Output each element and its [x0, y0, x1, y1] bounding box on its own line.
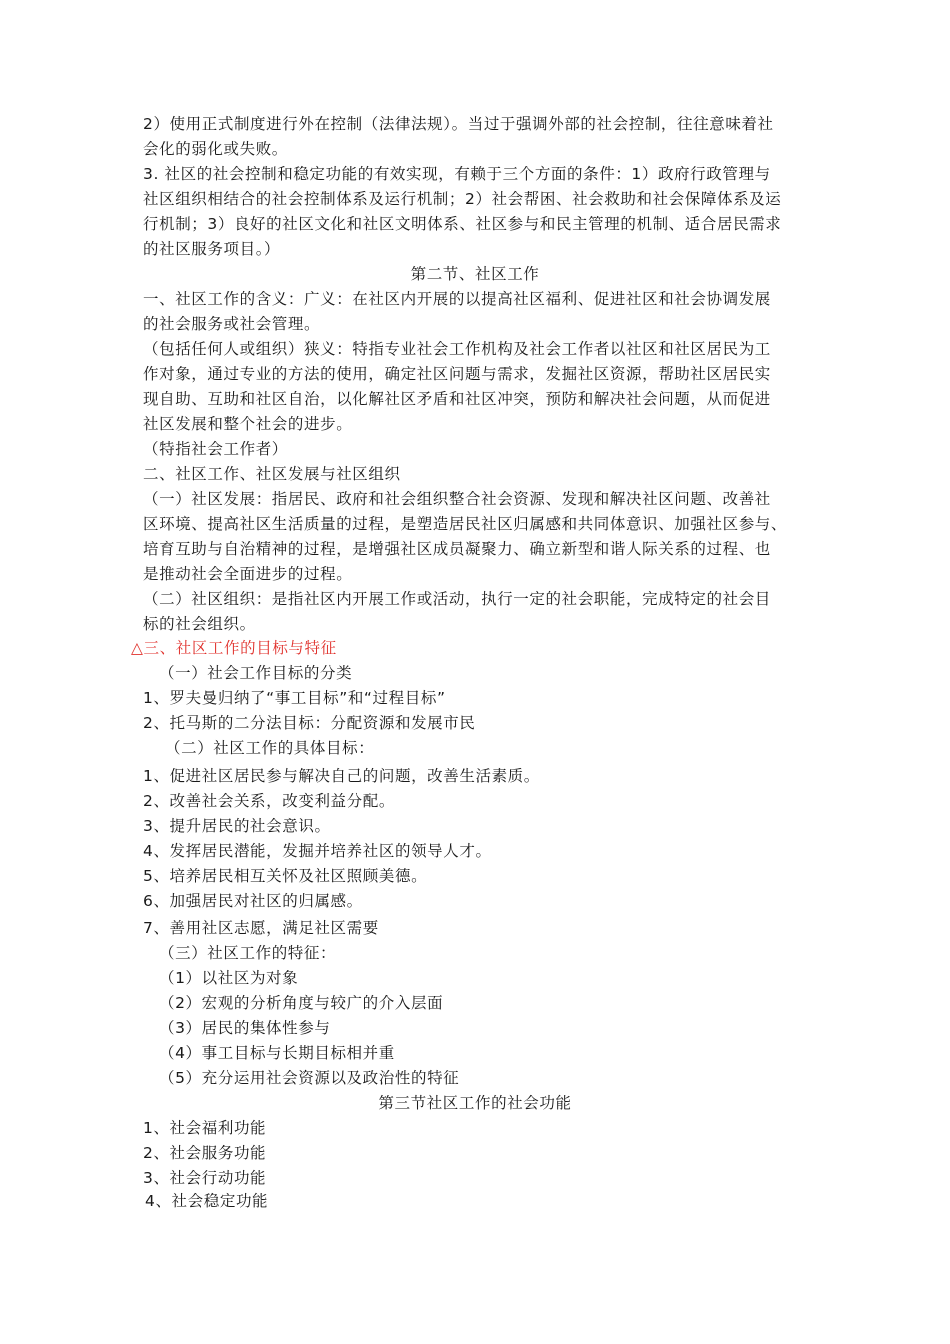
list-item: 7、善用社区志愿，满足社区需要 [143, 919, 379, 937]
paragraph-line: 标的社会组织。 [143, 615, 256, 633]
list-item: （5）充分运用社会资源以及政治性的特征 [159, 1069, 460, 1087]
paragraph-line: 作对象，通过专业的方法的使用，确定社区问题与需求，发掘社区资源，帮助社区居民实 [143, 365, 771, 383]
paragraph-line: 2）使用正式制度进行外在控制（法律法规）。当过于强调外部的社会控制，往往意味着社 [143, 115, 774, 133]
paragraph-line: 社区发展和整个社会的进步。 [143, 415, 353, 433]
paragraph-line: 区环境、提高社区生活质量的过程，是塑造居民社区归属感和共同体意识、加强社区参与、 [143, 515, 788, 533]
list-item: （3）居民的集体性参与 [159, 1019, 331, 1037]
list-item: （1）以社区为对象 [159, 969, 299, 987]
subheading: 二、社区工作、社区发展与社区组织 [143, 465, 401, 483]
paragraph-line: （特指社会工作者） [143, 440, 288, 458]
list-item: 2、改善社会关系，改变利益分配。 [143, 792, 395, 810]
paragraph-line: 现自助、互助和社区自治，以化解社区矛盾和社区冲突，预防和解决社会问题，从而促进 [143, 390, 771, 408]
subheading: （三）社区工作的特征： [159, 944, 337, 962]
section-heading: 第三节社区工作的社会功能 [378, 1094, 572, 1112]
list-item: 4、发挥居民潜能，发掘并培养社区的领导人才。 [143, 842, 492, 860]
paragraph-line: 一、社区工作的含义：广义：在社区内开展的以提高社区福利、促进社区和社会协调发展 [143, 290, 771, 308]
paragraph-line: 3. 社区的社会控制和稳定功能的有效实现，有赖于三个方面的条件：1）政府行政管理与 [143, 165, 771, 183]
list-item: 4、社会稳定功能 [145, 1192, 269, 1210]
list-item: 6、加强居民对社区的归属感。 [143, 892, 363, 910]
list-item: 1、社会福利功能 [143, 1119, 267, 1137]
paragraph-line: 行机制；3）良好的社区文化和社区文明体系、社区参与和民主管理的机制、适合居民需求 [143, 215, 782, 233]
list-item: 1、促进社区居民参与解决自己的问题，改善生活素质。 [143, 767, 540, 785]
paragraph-line: （二）社区组织：是指社区内开展工作或活动，执行一定的社会职能，完成特定的社会目 [143, 590, 771, 608]
paragraph-line: 培育互助与自治精神的过程，是增强社区成员凝聚力、确立新型和谐人际关系的过程、也 [143, 540, 771, 558]
list-item: （4）事工目标与长期目标相并重 [159, 1044, 395, 1062]
list-item: 3、社会行动功能 [143, 1169, 267, 1187]
paragraph-line: 社区组织相结合的社会控制体系及运行机制；2）社会帮困、社会救助和社会保障体系及运 [143, 190, 782, 208]
subheading: （二）社区工作的具体目标： [165, 739, 375, 757]
paragraph-line: （一）社区发展：指居民、政府和社会组织整合社会资源、发现和解决社区问题、改善社 [143, 490, 771, 508]
list-item: 2、社会服务功能 [143, 1144, 267, 1162]
list-item: 3、提升居民的社会意识。 [143, 817, 331, 835]
section-heading: 第二节、社区工作 [410, 265, 540, 283]
list-item: 5、培养居民相互关怀及社区照顾美德。 [143, 867, 428, 885]
list-item: 1、罗夫曼归纳了“事工目标”和“过程目标” [143, 689, 446, 707]
paragraph-line: （包括任何人或组织）狭义：特指专业社会工作机构及社会工作者以社区和社区居民为工 [143, 340, 771, 358]
paragraph-line: 是推动社会全面进步的过程。 [143, 565, 353, 583]
list-item: （2）宏观的分析角度与较广的介入层面 [159, 994, 444, 1012]
paragraph-line: 的社会服务或社会管理。 [143, 315, 321, 333]
highlighted-heading: △三、社区工作的目标与特征 [131, 639, 337, 657]
paragraph-line: 的社区服务项目。） [143, 240, 281, 258]
list-item: 2、托马斯的二分法目标：分配资源和发展市民 [143, 714, 476, 732]
paragraph-line: 会化的弱化或失败。 [143, 140, 288, 158]
subheading: （一）社会工作目标的分类 [159, 664, 353, 682]
